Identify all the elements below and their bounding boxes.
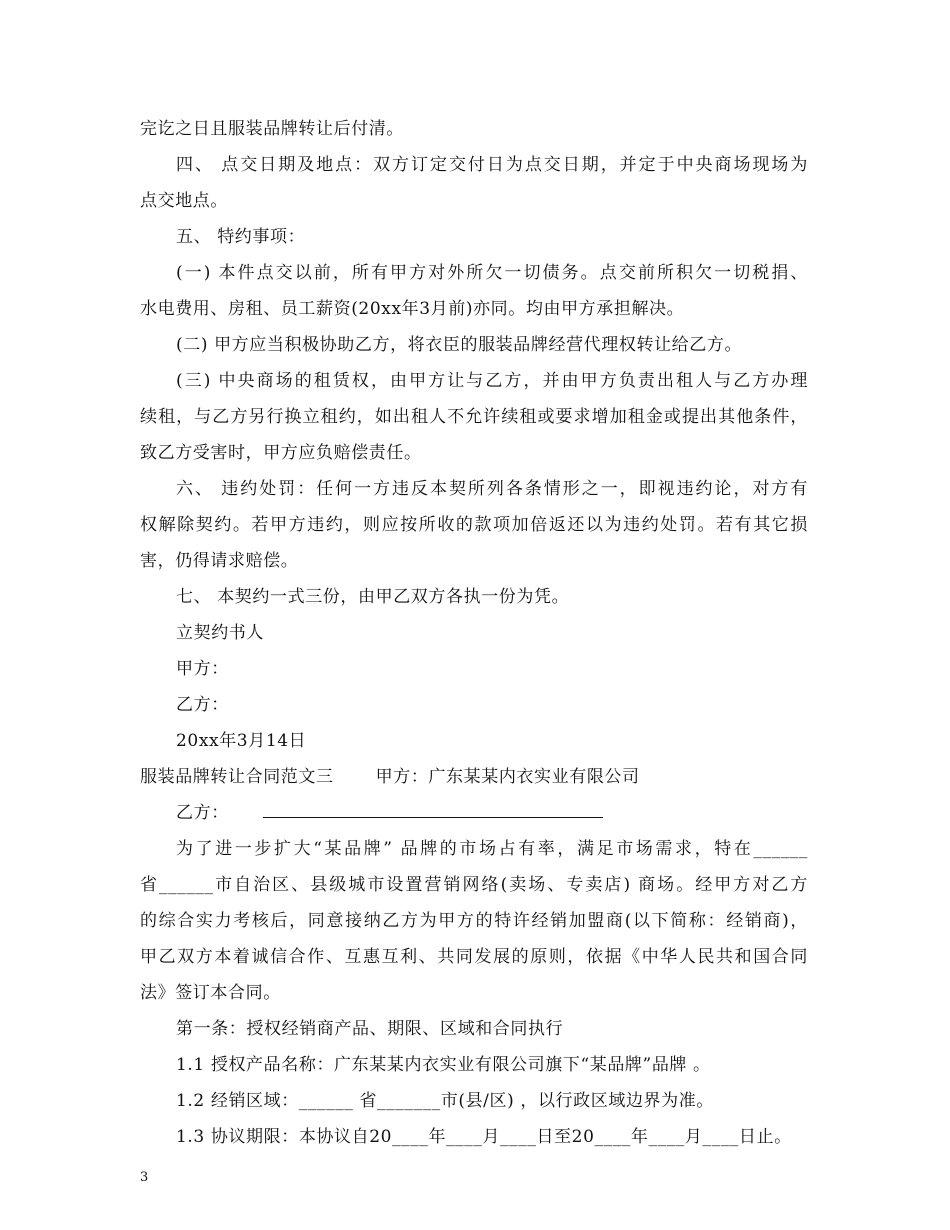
party-b-blank xyxy=(263,801,603,818)
page-number: 3 xyxy=(140,1170,149,1185)
article-1-2: 1.2 经销区域：______ 省_______市(县/区) ，以行政区域边界为准。 xyxy=(176,1091,714,1111)
clause-5-3-line-3: 致乙方受害时，甲方应负赔偿责任。 xyxy=(140,443,422,463)
preamble-line-2: 省______市自治区、县级城市设置营销网络(卖场、专卖店) 商场。经甲方对乙方 xyxy=(140,875,808,895)
clause-7: 七、 本契约一式三份，由甲乙双方各执一份为凭。 xyxy=(176,587,570,607)
signatories-label: 立契约书人 xyxy=(176,623,264,643)
clause-5-3-line-2: 续租，与乙方另行换立租约，如出租人不允许续租或要求增加租金或提出其他条件， xyxy=(140,407,808,427)
clause-6-line-2: 权解除契约。若甲方违约，则应按所收的款项加倍返还以为违约处罚。若有其它损 xyxy=(140,515,808,535)
clause-6-line-1: 六、 违约处罚：任何一方违反本契所列各条情形之一，即视违约论，对方有 xyxy=(176,479,808,499)
contract-three-title: 服装品牌转让合同范文三 甲方：广东某某内衣实业有限公司 xyxy=(140,767,640,787)
article-1-3: 1.3 协议期限：本协议自20____年____月____日至20____年____月____日止。 xyxy=(176,1127,792,1147)
clause-6-line-3: 害，仍得请求赔偿。 xyxy=(140,551,299,571)
clause-5-1-line-1: (一) 本件点交以前，所有甲方对外所欠一切债务。点交前所积欠一切税捐、 xyxy=(176,263,808,283)
clause-5-heading: 五、 特约事项： xyxy=(176,227,306,247)
preamble-line-5: 法》签订本合同。 xyxy=(140,983,281,1003)
clause-5-3-line-1: (三) 中央商场的租赁权，由甲方让与乙方，并由甲方负责出租人与乙方办理 xyxy=(176,371,808,391)
preamble-line-1: 为了进一步扩大“某品牌” 品牌的市场占有率，满足市场需求，特在______ xyxy=(176,839,808,859)
preamble-line-3: 的综合实力考核后，同意接纳乙方为甲方的特许经销加盟商(以下简称：经销商)， xyxy=(140,911,808,931)
clause-4-line-2: 点交地点。 xyxy=(140,191,228,211)
clause-4-line-1: 四、 点交日期及地点：双方订定交付日为点交日期，并定于中央商场现场为 xyxy=(176,155,808,175)
clause-5-2: (二) 甲方应当积极协助乙方，将衣臣的服装品牌经营代理权转让给乙方。 xyxy=(176,335,743,355)
article-1-heading: 第一条：授权经销商产品、期限、区域和合同执行 xyxy=(176,1019,564,1039)
clause-5-1-line-2: 水电费用、房租、员工薪资(20xx年3月前)亦同。均由甲方承担解决。 xyxy=(140,299,685,319)
signing-date: 20xx年3月14日 xyxy=(176,731,307,751)
preamble-line-4: 甲乙双方本着诚信合作、互惠互利、共同发展的原则，依据《中华人民共和国合同 xyxy=(140,947,808,967)
article-1-1: 1.1 授权产品名称：广东某某内衣实业有限公司旗下“某品牌”品牌 。 xyxy=(176,1055,711,1075)
party-a-label: 甲方： xyxy=(176,659,229,679)
text-line: 完讫之日且服装品牌转让后付清。 xyxy=(140,119,404,139)
party-b-row xyxy=(176,801,603,825)
party-b-field-label: 乙方： xyxy=(176,803,229,823)
party-b-label: 乙方： xyxy=(176,695,229,715)
